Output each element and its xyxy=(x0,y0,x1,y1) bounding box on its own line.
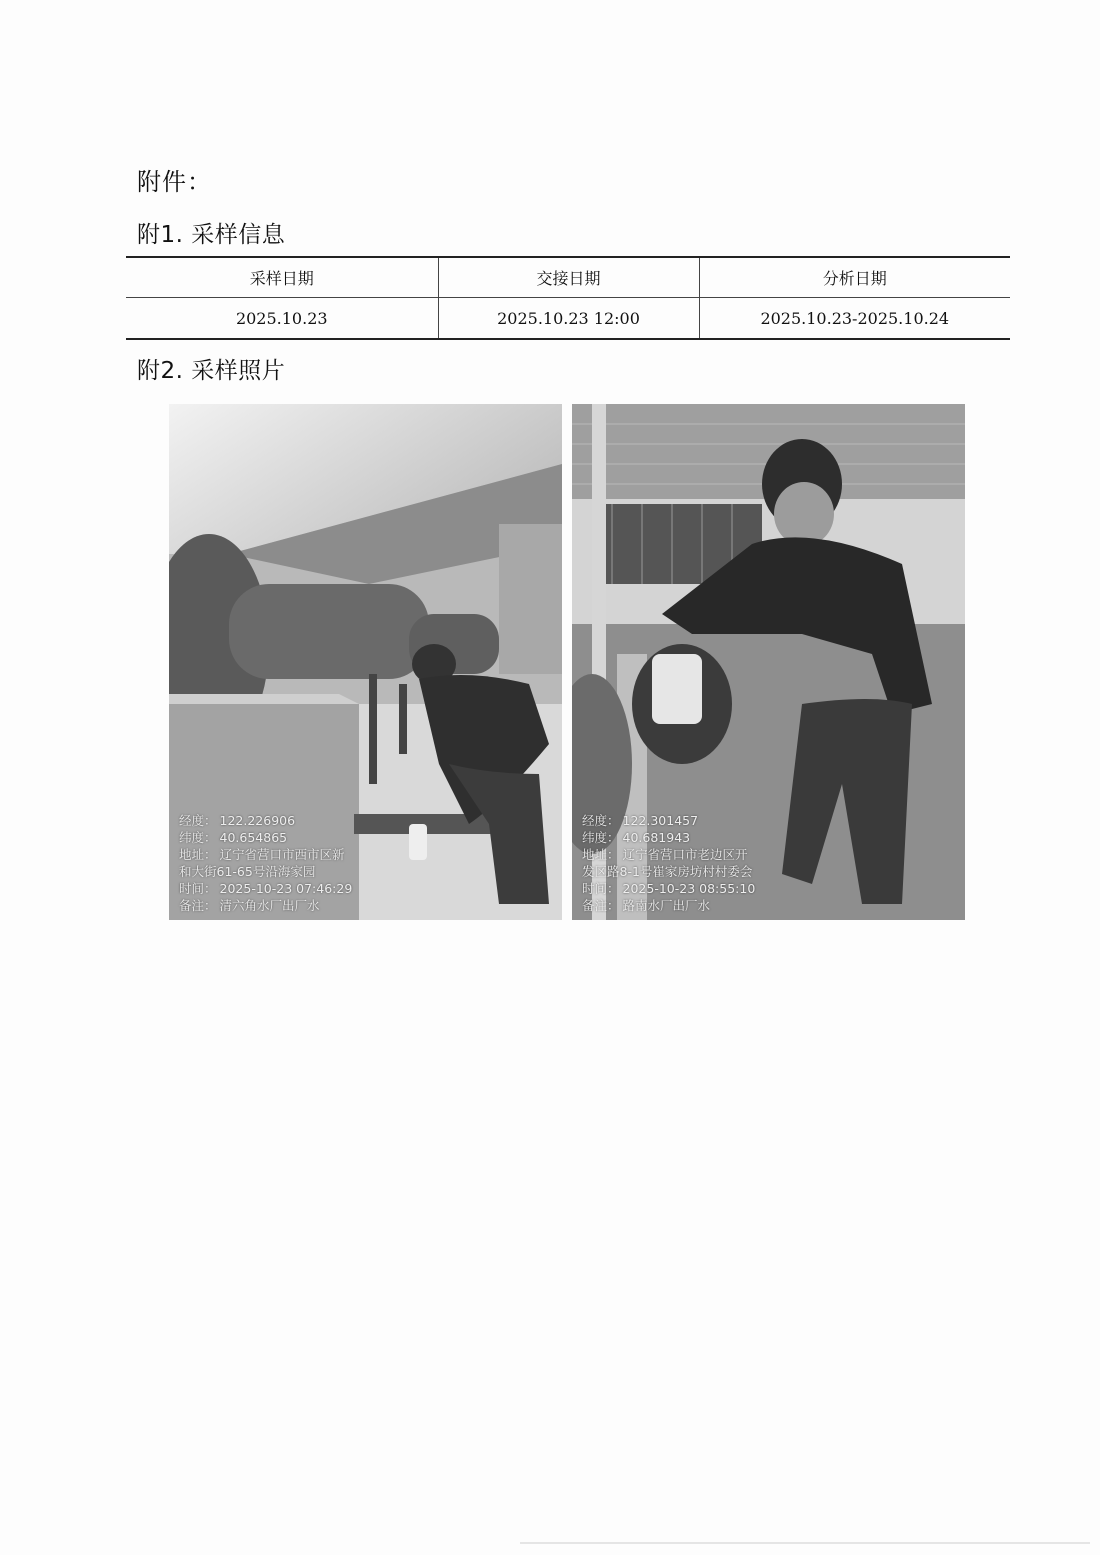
cell-sampling-date: 2025.10.23 xyxy=(235,308,328,328)
header-handover-date: 交接日期 xyxy=(438,257,699,298)
table-header-row xyxy=(126,257,1010,298)
photo-2-latitude: 纬度： 40.681943 xyxy=(582,830,691,845)
photo-2-address: 地址： 辽宁省营口市老边区开 xyxy=(582,847,748,862)
photo-1-address-line2: 和大街61-65号沿海家园 xyxy=(179,864,316,879)
photo-1-watermark xyxy=(179,812,352,914)
table-row xyxy=(126,298,1010,340)
sampling-photo-1 xyxy=(169,404,562,920)
photo-2-longitude: 经度： 122.301457 xyxy=(582,813,699,828)
photo-1-latitude: 纬度： 40.654865 xyxy=(179,830,288,845)
photo-2-address-line2: 发区路8-1号崔家房坊村村委会 xyxy=(582,864,753,879)
header-analysis-date: 分析日期 xyxy=(699,257,1010,298)
section-title-sampling-info: 附1. 采样信息 xyxy=(137,222,286,248)
section-title-sampling-photos: 附2. 采样照片 xyxy=(137,358,286,384)
photo-1-longitude: 经度： 122.226906 xyxy=(179,813,296,828)
scan-artifact-line xyxy=(520,1542,1090,1544)
attachment-heading: 附件： xyxy=(137,168,212,196)
sampling-photo-2 xyxy=(572,404,965,920)
photo-1-time: 时间： 2025-10-23 07:46:29 xyxy=(179,881,353,896)
sampling-info-table xyxy=(126,256,1010,340)
cell-analysis-date: 2025.10.23-2025.10.24 xyxy=(699,298,1010,340)
photo-2-time: 时间： 2025-10-23 08:55:10 xyxy=(582,881,756,896)
photo-1-note: 备注： 清六角水厂出厂水 xyxy=(179,898,320,913)
photo-2-watermark xyxy=(582,812,755,914)
photo-1-address: 地址： 辽宁省营口市西市区新 xyxy=(179,847,345,862)
photo-2-note: 备注： 路南水厂出厂水 xyxy=(582,898,711,913)
cell-handover-date: 2025.10.23 12:00 xyxy=(438,298,699,340)
header-sampling-date: 采样日期 xyxy=(126,257,438,298)
